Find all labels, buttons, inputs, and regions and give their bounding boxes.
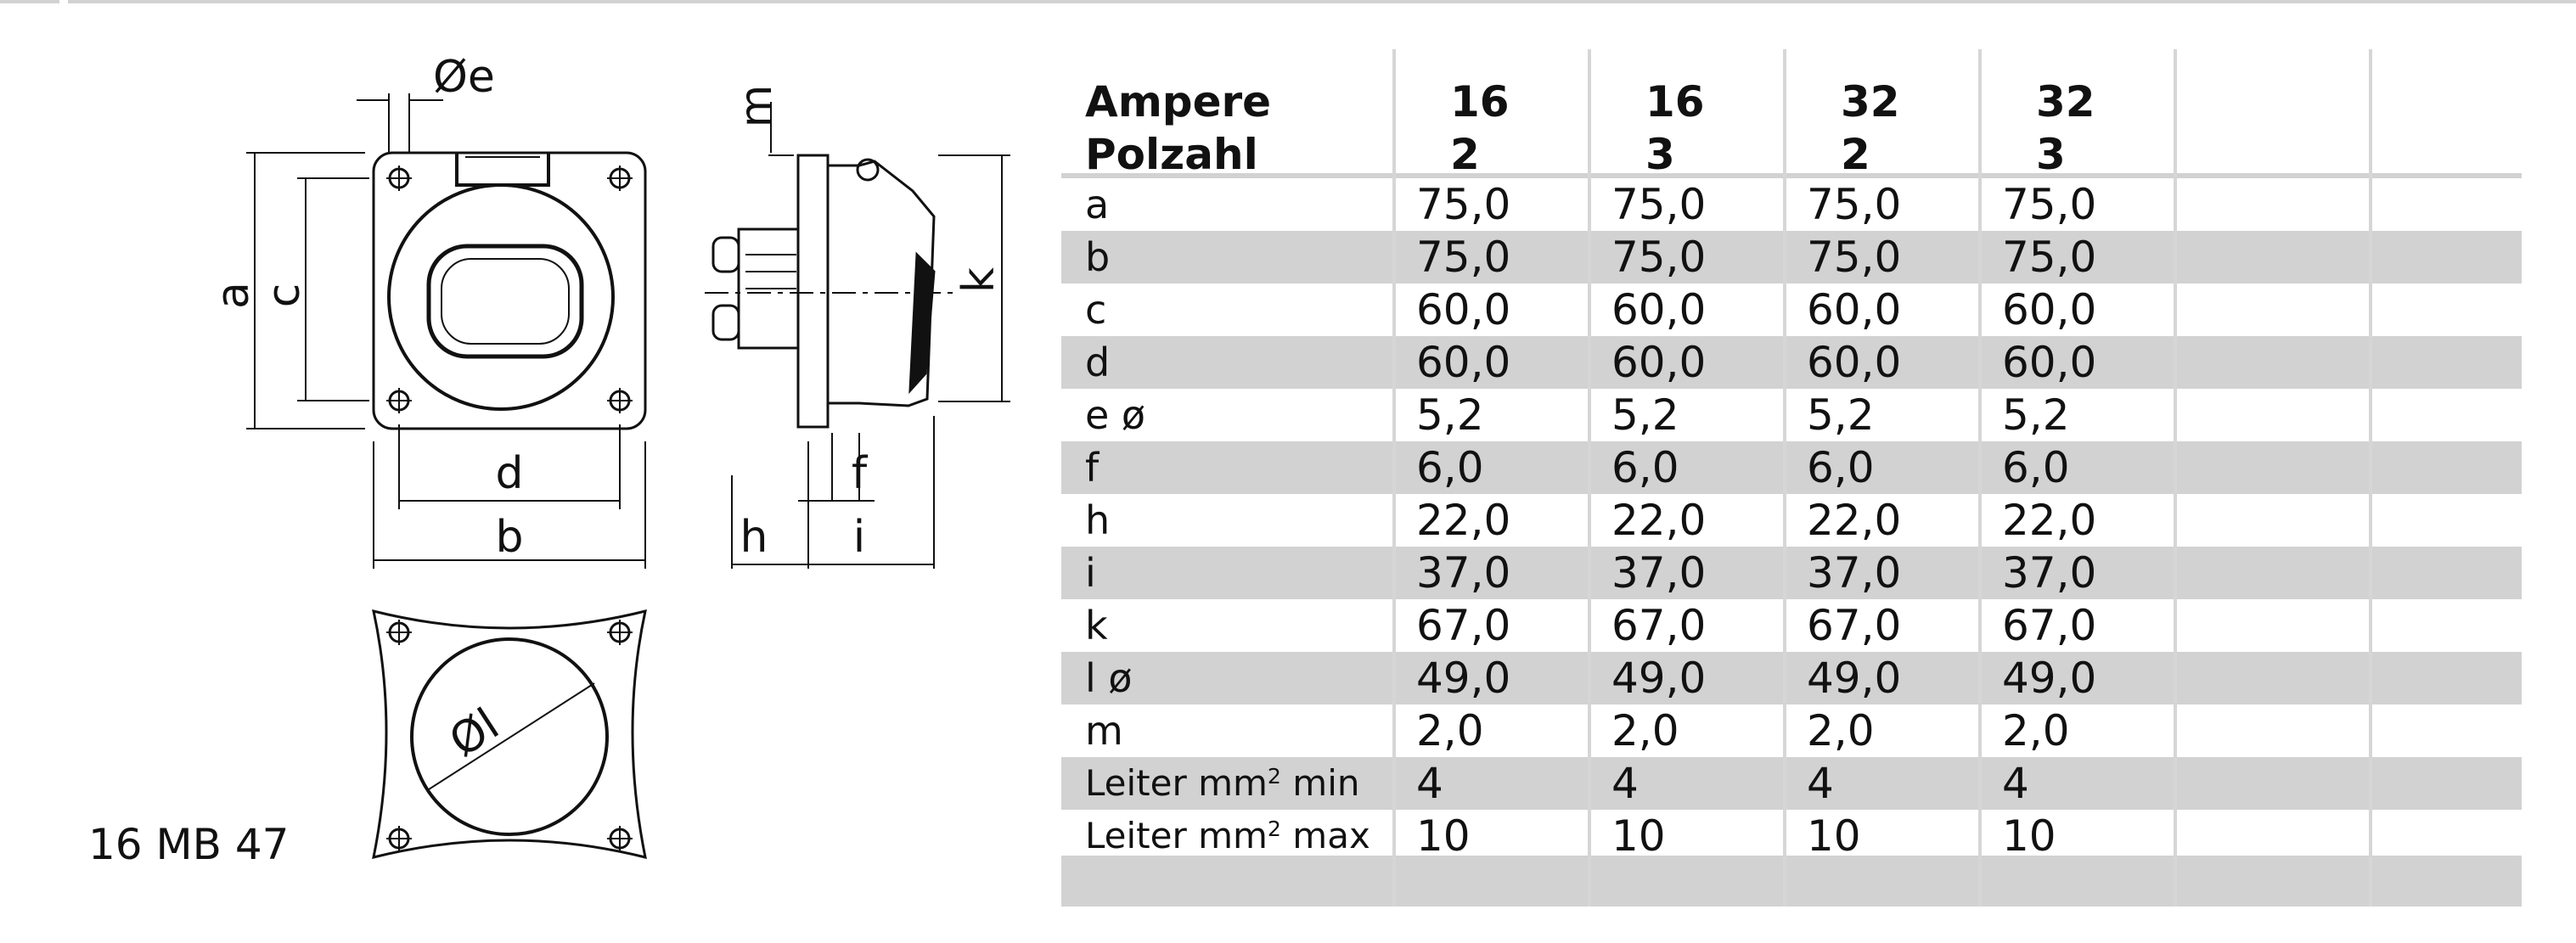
table-cell: 10 bbox=[1611, 811, 1666, 861]
row-label: f bbox=[1085, 445, 1100, 491]
row-label-superscript: 2 bbox=[1267, 764, 1281, 789]
table-cell: 4 bbox=[1611, 759, 1639, 808]
table-cell: 5,2 bbox=[1611, 390, 1679, 440]
front-view bbox=[246, 93, 645, 569]
table-row bbox=[1061, 336, 2522, 389]
dim-label-k: k bbox=[953, 267, 1004, 294]
table-cell: 75,0 bbox=[1807, 233, 1902, 282]
dim-label-b: b bbox=[495, 512, 524, 563]
table-cell: 22,0 bbox=[1611, 496, 1707, 545]
row-label: l ø bbox=[1085, 655, 1133, 701]
table-cell: 75,0 bbox=[1611, 233, 1707, 282]
table-cell: 22,0 bbox=[1807, 496, 1902, 545]
table-cell: 6,0 bbox=[1611, 443, 1679, 492]
table-cell: 4 bbox=[2002, 759, 2029, 808]
dimension-table bbox=[1061, 0, 2522, 943]
row-label: b bbox=[1085, 234, 1111, 280]
table-cell: 4 bbox=[1807, 759, 1834, 808]
table-cell: 60,0 bbox=[1611, 338, 1707, 387]
row-label-superscript: 2 bbox=[1267, 817, 1281, 842]
table-cell: 2,0 bbox=[2002, 706, 2070, 755]
column-divider bbox=[1588, 49, 1591, 907]
table-cell: 5,2 bbox=[1416, 390, 1484, 440]
table-cell: 49,0 bbox=[2002, 654, 2097, 703]
table-cell: 60,0 bbox=[2002, 285, 2097, 334]
column-divider bbox=[1978, 49, 1982, 907]
header-pole-value: 3 bbox=[2036, 130, 2066, 179]
row-label: m bbox=[1085, 708, 1123, 754]
table-cell: 60,0 bbox=[1416, 285, 1511, 334]
table-cell: 67,0 bbox=[1611, 601, 1707, 650]
table-cell: 75,0 bbox=[2002, 233, 2097, 282]
dim-label-i: i bbox=[852, 512, 866, 563]
column-divider bbox=[2174, 49, 2177, 907]
row-label: e ø bbox=[1085, 392, 1146, 438]
dim-label-a: a bbox=[208, 282, 259, 309]
table-row bbox=[1061, 178, 2522, 231]
table-row bbox=[1061, 283, 2522, 336]
table-cell: 67,0 bbox=[2002, 601, 2097, 650]
table-cell: 37,0 bbox=[1611, 548, 1707, 598]
table-row bbox=[1061, 599, 2522, 652]
row-label: k bbox=[1085, 603, 1108, 648]
header-pole-value: 2 bbox=[1450, 130, 1480, 179]
row-label: d bbox=[1085, 340, 1111, 385]
table-cell: 60,0 bbox=[1611, 285, 1707, 334]
header-pole-value: 3 bbox=[1645, 130, 1675, 179]
table-cell: 5,2 bbox=[2002, 390, 2070, 440]
table-cell: 67,0 bbox=[1416, 601, 1511, 650]
table-row bbox=[1061, 441, 2522, 494]
column-divider bbox=[2369, 49, 2372, 907]
table-cell: 75,0 bbox=[1416, 233, 1511, 282]
dim-label-e: Øe bbox=[433, 52, 495, 103]
table-row bbox=[1061, 389, 2522, 441]
table-row bbox=[1061, 494, 2522, 547]
model-code: 16 MB 47 bbox=[88, 820, 290, 869]
header-ampere-value: 32 bbox=[2036, 77, 2095, 126]
table-cell: 2,0 bbox=[1807, 706, 1875, 755]
row-label-suffix: max bbox=[1280, 815, 1370, 856]
table-cell: 6,0 bbox=[1416, 443, 1484, 492]
header-pole-value: 2 bbox=[1841, 130, 1870, 179]
table-cell: 2,0 bbox=[1416, 706, 1484, 755]
table-cell: 6,0 bbox=[1807, 443, 1875, 492]
table-cell: 4 bbox=[1416, 759, 1443, 808]
table-row bbox=[1061, 704, 2522, 757]
row-label: a bbox=[1085, 182, 1110, 227]
table-cell: 67,0 bbox=[1807, 601, 1902, 650]
table-cell: 75,0 bbox=[1611, 180, 1707, 229]
row-label-suffix: min bbox=[1280, 762, 1360, 804]
table-cell: 60,0 bbox=[2002, 338, 2097, 387]
table-cell: 60,0 bbox=[1807, 285, 1902, 334]
table-cell: 10 bbox=[2002, 811, 2056, 861]
dim-label-l: Øl bbox=[441, 699, 509, 767]
table-cell: 75,0 bbox=[2002, 180, 2097, 229]
table-cell: 22,0 bbox=[1416, 496, 1511, 545]
row-label: h bbox=[1085, 497, 1111, 543]
table-cell: 37,0 bbox=[1416, 548, 1511, 598]
technical-drawing bbox=[0, 0, 1053, 943]
dim-label-f: f bbox=[851, 448, 868, 499]
header-ampere-value: 16 bbox=[1645, 77, 1705, 126]
row-label-prefix: Leiter mm bbox=[1085, 762, 1268, 804]
table-cell: 37,0 bbox=[1807, 548, 1902, 598]
cutout-view bbox=[374, 611, 645, 857]
row-label bbox=[1085, 757, 1360, 810]
row-label: c bbox=[1085, 287, 1107, 333]
row-label bbox=[1085, 810, 1370, 862]
table-cell: 60,0 bbox=[1807, 338, 1902, 387]
header-ampere-value: 32 bbox=[1841, 77, 1900, 126]
header-polzahl-label: Polzahl bbox=[1085, 130, 1258, 179]
dim-label-c: c bbox=[259, 283, 310, 308]
table-footer-band bbox=[1061, 856, 2522, 907]
table-row bbox=[1061, 547, 2522, 599]
dim-label-d: d bbox=[495, 448, 524, 499]
header-ampere-label: Ampere bbox=[1085, 77, 1272, 126]
column-divider bbox=[1783, 49, 1786, 907]
table-cell: 5,2 bbox=[1807, 390, 1875, 440]
table-cell: 49,0 bbox=[1807, 654, 1902, 703]
header-ampere-value: 16 bbox=[1450, 77, 1510, 126]
table-row bbox=[1061, 652, 2522, 704]
table-row bbox=[1061, 231, 2522, 283]
table-cell: 10 bbox=[1416, 811, 1471, 861]
dim-label-h: h bbox=[740, 512, 768, 563]
row-label-prefix: Leiter mm bbox=[1085, 815, 1268, 856]
table-cell: 2,0 bbox=[1611, 706, 1679, 755]
column-divider bbox=[1392, 49, 1396, 907]
table-cell: 22,0 bbox=[2002, 496, 2097, 545]
dim-label-m: m bbox=[731, 84, 782, 128]
table-cell: 10 bbox=[1807, 811, 1861, 861]
table-cell: 49,0 bbox=[1611, 654, 1707, 703]
table-cell: 6,0 bbox=[2002, 443, 2070, 492]
table-cell: 37,0 bbox=[2002, 548, 2097, 598]
table-cell: 75,0 bbox=[1416, 180, 1511, 229]
row-label: i bbox=[1085, 550, 1096, 596]
table-cell: 49,0 bbox=[1416, 654, 1511, 703]
table-cell: 60,0 bbox=[1416, 338, 1511, 387]
table-cell: 75,0 bbox=[1807, 180, 1902, 229]
